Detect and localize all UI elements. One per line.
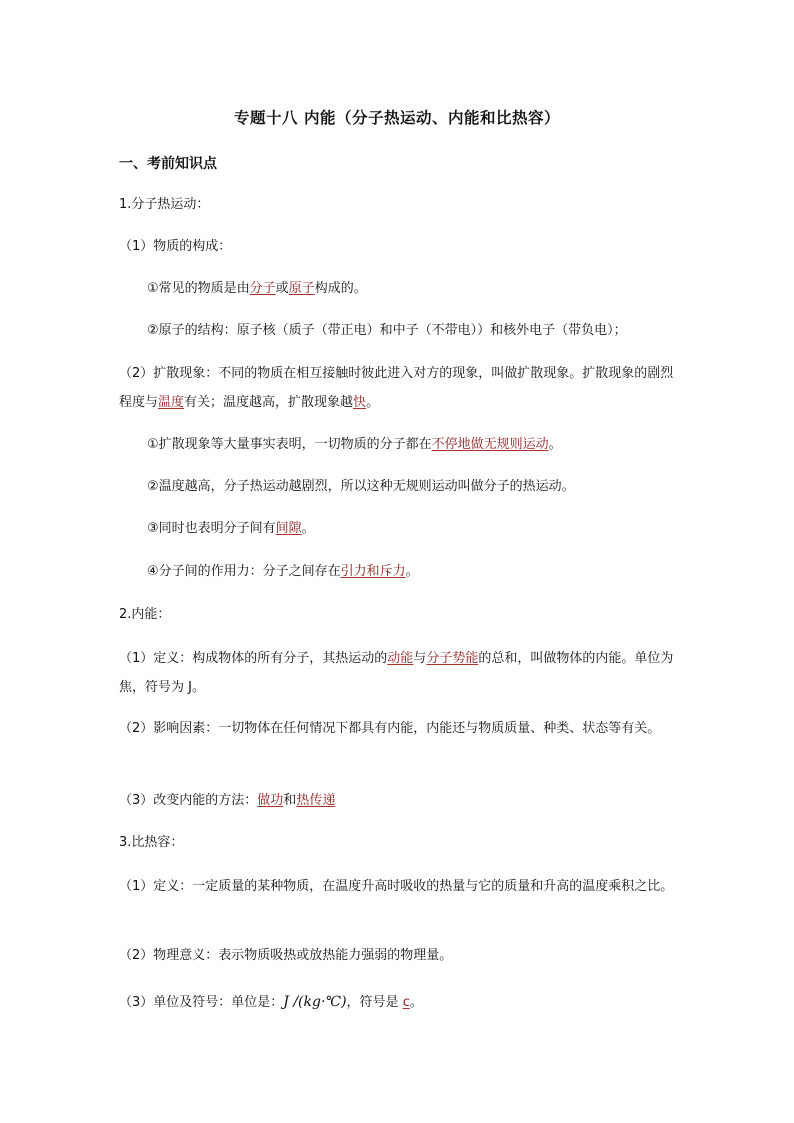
paragraph-physical-meaning: （2）物理意义：表示物质吸热或放热能力强弱的物理量。 bbox=[119, 948, 453, 963]
unit-formula: J /(kg·℃) bbox=[283, 994, 347, 1010]
paragraph-diffusion: （2）扩散现象：不同的物质在相互接触时彼此进入对方的现象，叫做扩散现象。扩散现象的剧烈程度与温度有关；温度越高，扩散现象越快。 bbox=[119, 366, 674, 410]
paragraph-specific-heat-definition: （1）定义：一定质量的某种物质，在温度升高时吸收的热量与它的质量和升高的温度乘积之比。 bbox=[119, 879, 674, 894]
answer-blank: 分子 bbox=[249, 281, 276, 296]
answer-blank: c bbox=[402, 995, 410, 1010]
section-heading: 一、考前知识点 bbox=[119, 156, 217, 172]
answer-blank: 温度 bbox=[158, 395, 185, 410]
answer-blank: 做功 bbox=[257, 793, 284, 808]
list-item-temperature: ②温度越高，分子热运动越剧烈，所以这种无规则运动叫做分子的热运动。 bbox=[147, 479, 575, 494]
paragraph-factors: （2）影响因素：一切物体在任何情况下都具有内能，内能还与物质质量、种类、状态等有关。 bbox=[119, 721, 661, 736]
paragraph-definition: （1）定义：构成物体的所有分子，其热运动的动能与分子势能的总和，叫做物体的内能。单位为焦，符号为 J。 bbox=[119, 651, 674, 695]
list-item-composition: ①常见的物质是由分子或原子构成的。 bbox=[147, 281, 367, 296]
answer-blank: 快 bbox=[353, 395, 367, 410]
subsection-heading-internal-energy: 2.内能： bbox=[119, 607, 171, 622]
answer-blank: 原子 bbox=[288, 281, 315, 296]
answer-blank: 间隙 bbox=[275, 521, 302, 536]
answer-blank: 分子势能 bbox=[426, 651, 479, 666]
list-item-diffusion-fact: ①扩散现象等大量事实表明，一切物质的分子都在不停地做无规则运动。 bbox=[147, 437, 562, 452]
list-item-gap: ③同时也表明分子间有间隙。 bbox=[147, 521, 315, 536]
answer-blank: 动能 bbox=[387, 651, 414, 666]
answer-blank: 热传递 bbox=[296, 793, 336, 808]
paragraph-structure-heading: （1）物质的构成： bbox=[119, 239, 232, 254]
answer-blank: 不停地做无规则运动 bbox=[431, 437, 549, 452]
answer-blank: 引力和斥力 bbox=[340, 564, 406, 579]
subsection-heading-specific-heat: 3.比热容： bbox=[119, 835, 184, 850]
list-item-atom-structure: ②原子的结构：原子核（质子（带正电）和中子（不带电））和核外电子（带负电）； bbox=[147, 323, 627, 338]
page-title: 专题十八 内能（分子热运动、内能和比热容） bbox=[234, 109, 560, 127]
subsection-heading-thermal-motion: 1.分子热运动： bbox=[119, 197, 210, 212]
paragraph-methods: （3）改变内能的方法：做功和热传递 bbox=[119, 793, 336, 808]
list-item-force: ④分子间的作用力：分子之间存在引力和斥力。 bbox=[147, 564, 419, 579]
paragraph-unit-symbol: （3）单位及符号：单位是：J /(kg·℃)，符号是 c。 bbox=[119, 994, 423, 1010]
